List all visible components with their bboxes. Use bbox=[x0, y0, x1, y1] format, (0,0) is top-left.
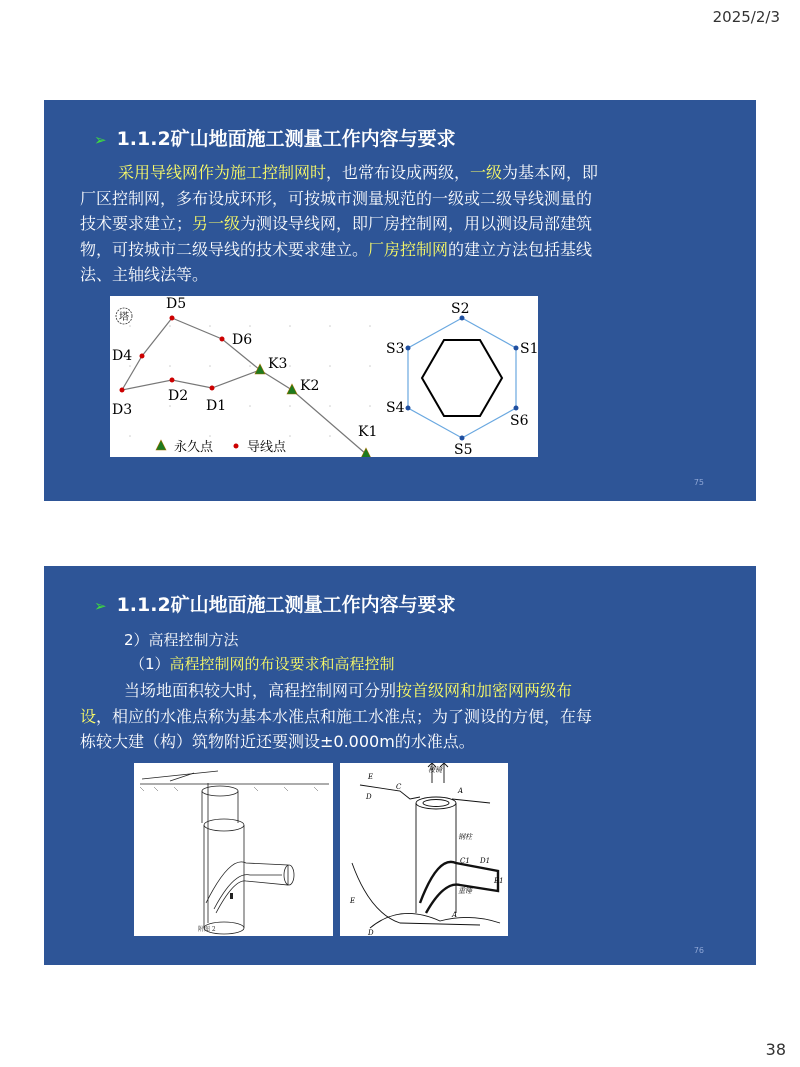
highlight-text: 厂房控制网 bbox=[368, 239, 449, 259]
arrow-bullet-icon: ➢ bbox=[94, 597, 107, 615]
mark-e1: E1 bbox=[494, 877, 504, 885]
point-k1 bbox=[361, 448, 371, 457]
label-d1: D1 bbox=[206, 398, 227, 414]
label-s5: S5 bbox=[454, 442, 473, 457]
pillar-label: 钢柱 bbox=[458, 833, 472, 841]
slide-number: 75 bbox=[693, 478, 704, 487]
mark-e-lower: E bbox=[350, 897, 356, 905]
arrow-bullet-icon: ➢ bbox=[94, 131, 107, 149]
label-s3: S3 bbox=[386, 341, 405, 357]
weight-label: 重锤 bbox=[458, 887, 472, 895]
point-labels bbox=[112, 296, 377, 440]
label-d4: D4 bbox=[112, 348, 133, 364]
figure-caption: 附图 2 bbox=[198, 926, 216, 933]
legend bbox=[156, 439, 287, 455]
slide-number: 76 bbox=[693, 946, 704, 955]
shaft-sketch-left bbox=[134, 763, 333, 936]
body-text: 当场地面积较大时，高程控制网可分别 bbox=[124, 681, 397, 700]
building-outline bbox=[422, 340, 502, 416]
body-text: ，相应的水准点称为基本水准点和施工水准点；为了测设的方便，在每栋较大建（构）筑物附近还要测设±0.000m的水准点。 bbox=[80, 706, 593, 751]
slide-paragraph bbox=[80, 160, 600, 288]
legend-traverse-label: 导线点 bbox=[247, 440, 287, 455]
body-text: 为基本网，即厂区控制网，多布设成环形，可按城市测量规范的一级或二级导线测量的技术要求建立； bbox=[80, 163, 599, 233]
mark-d: D bbox=[366, 793, 372, 801]
label-s2: S2 bbox=[451, 301, 470, 317]
mark-d-lower: D bbox=[368, 929, 374, 936]
subheading-1: 2）高程控制方法 bbox=[124, 631, 239, 649]
slide-title bbox=[94, 590, 456, 617]
highlight-text: 高程控制网的布设要求和高程控制 bbox=[169, 655, 395, 673]
label-d3: D3 bbox=[112, 402, 133, 418]
point-d3 bbox=[120, 388, 125, 393]
shaft-transfer-figure-left bbox=[134, 763, 333, 936]
traverse-diagram bbox=[110, 296, 538, 457]
highlight-text: 采用导线网作为施工控制网时 bbox=[118, 163, 327, 182]
print-date: 2025/2/3 bbox=[712, 8, 780, 26]
mark-a-lower: A bbox=[452, 911, 458, 919]
point-d1 bbox=[210, 386, 215, 391]
top-label: 稜镜 bbox=[428, 766, 442, 774]
point-d4 bbox=[140, 354, 145, 359]
highlight-text: 一级 bbox=[470, 163, 503, 182]
subheading-2 bbox=[130, 652, 650, 678]
label-d2: D2 bbox=[168, 388, 189, 404]
label-k3: K3 bbox=[268, 356, 288, 372]
slide-title bbox=[94, 124, 456, 151]
shaft-sketch-right bbox=[340, 763, 508, 936]
body-text: 的建立方法包括基线法、主轴线法等。 bbox=[80, 239, 593, 284]
point-d2 bbox=[170, 378, 175, 383]
legend-permanent-label: 永久点 bbox=[174, 440, 214, 455]
highlight-text: 另一级 bbox=[192, 214, 241, 233]
point-k3 bbox=[255, 364, 265, 374]
highlight-text: 按首级网和加密网两级布设 bbox=[80, 681, 573, 726]
page-number: 38 bbox=[765, 1040, 786, 1059]
mark-c1: C1 bbox=[460, 857, 470, 865]
traverse-point-icon bbox=[234, 444, 239, 449]
mark-a: A bbox=[458, 787, 464, 795]
outer-hexagon bbox=[408, 318, 516, 438]
slide-paragraph bbox=[80, 678, 600, 755]
slide-title-text: 1.1.2矿山地面施工测量工作内容与要求 bbox=[116, 128, 456, 150]
mark-d1: D1 bbox=[480, 857, 491, 865]
hexagon-network bbox=[386, 301, 538, 457]
label-k2: K2 bbox=[300, 378, 320, 394]
shaft-transfer-figure-right bbox=[340, 763, 508, 936]
slide-75 bbox=[44, 100, 756, 501]
label-s1: S1 bbox=[520, 341, 538, 357]
body-text: ，也常布设成两级， bbox=[326, 163, 471, 182]
label-s4: S4 bbox=[386, 400, 405, 416]
slide-76 bbox=[44, 566, 756, 965]
point-k2 bbox=[287, 384, 297, 394]
body-text: 为测设导线网，即厂房控制网，用以测设局部建筑物，可按城市二级导线的技术要求建立。 bbox=[80, 214, 593, 259]
tower-label: 塔 bbox=[119, 312, 129, 323]
point-d5 bbox=[170, 316, 175, 321]
mark-c: C bbox=[396, 783, 402, 791]
label-d5: D5 bbox=[166, 296, 187, 312]
permanent-point-icon bbox=[156, 440, 166, 450]
label-k1: K1 bbox=[358, 424, 378, 440]
tower-symbol bbox=[116, 308, 132, 324]
slide-title-text: 1.1.2矿山地面施工测量工作内容与要求 bbox=[116, 594, 456, 616]
subheading-prefix: （1） bbox=[130, 655, 170, 673]
traverse-network-figure bbox=[110, 296, 538, 457]
point-d6 bbox=[220, 337, 225, 342]
mark-e: E bbox=[368, 773, 374, 781]
label-s6: S6 bbox=[510, 413, 529, 429]
label-d6: D6 bbox=[232, 332, 253, 348]
